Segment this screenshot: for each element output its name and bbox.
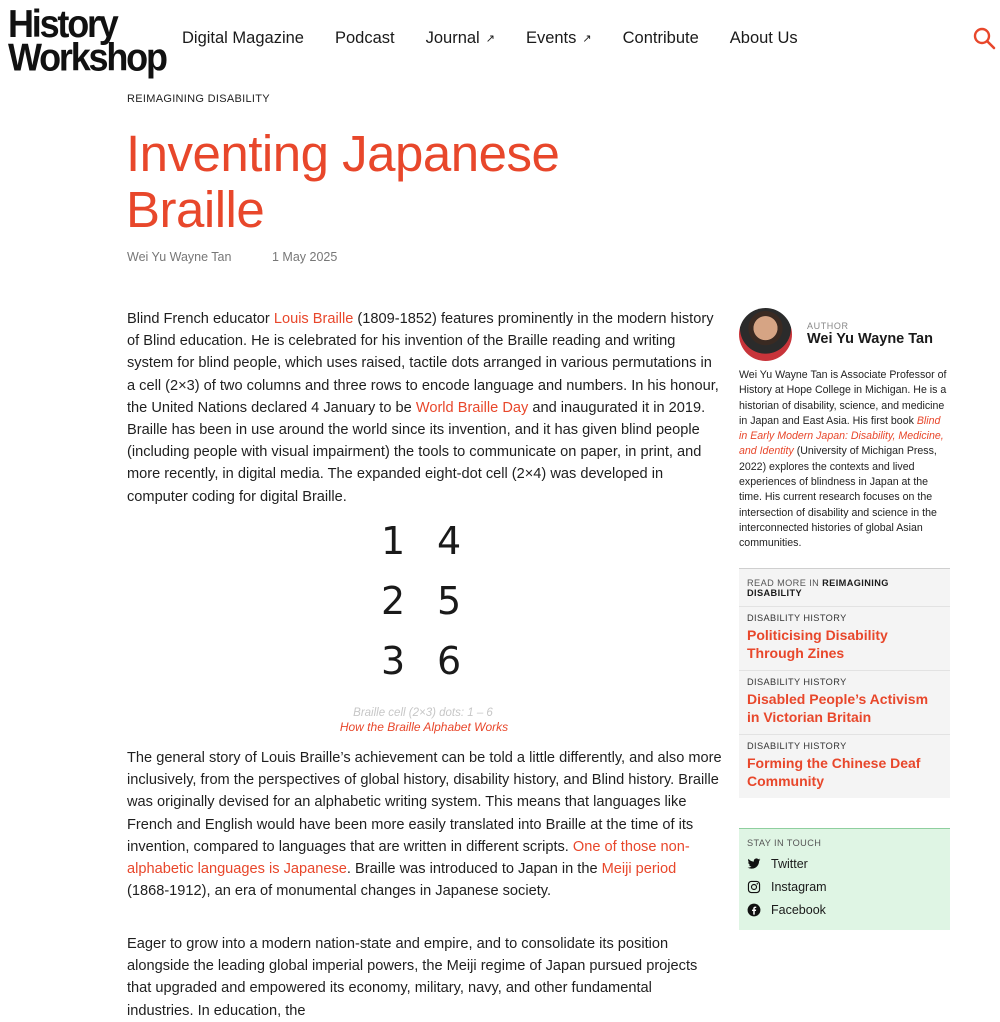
article-date: 1 May 2025 [272,250,338,264]
read-more-heading [739,569,950,606]
external-arrow-icon: ↗ [485,33,495,45]
braille-figure [340,516,510,696]
nav-item-podcast[interactable] [335,29,395,48]
link-book[interactable]: Blind in Early Modern Japan: Disability, Medicine, and Identity [739,414,944,458]
social-link-facebook[interactable] [739,900,950,919]
main-nav [182,29,829,48]
read-more-item[interactable] [739,606,950,670]
read-more-series[interactable]: REIMAGINING DISABILITY [747,578,889,598]
text: Wei Yu Wayne Tan is Associate Professor of History at Hope College in Michigan. He is a historian of disability, science, and medicine in Japan and East Asia. His first book [739,369,947,427]
logo-line-2: Workshop [8,34,166,80]
text: (1868-1912), an era of monumental changes in Japanese society. [127,883,552,900]
braille-dot-number: 6 [437,639,462,683]
read-more-title[interactable]: Disabled People’s Activism in Victorian Britain [747,691,929,725]
link-meiji-period[interactable]: Meiji period [601,861,677,878]
text: . Braille was introduced to Japan in the [346,861,602,878]
site-logo[interactable] [8,1,166,80]
social-link-twitter[interactable] [739,854,950,873]
text: (University of Michigan Press, 2022) explores the contexts and lived experiences of blindness in Japan at the time. His current research focuses on the intersection of disability and science in the interconnected histories of global Asian communities. [739,445,937,550]
read-more-item[interactable] [739,670,950,734]
nav-item-events[interactable] [526,29,592,48]
nav-label: Contribute [622,29,699,47]
nav-label: Digital Magazine [182,29,304,47]
social-link-instagram[interactable] [739,877,950,896]
article-author[interactable]: Wei Yu Wayne Tan [127,250,232,264]
read-more-panel [739,568,950,798]
instagram-icon [747,880,761,894]
text: and inaugurated it in 2019. Braille has been in use around the world since its invention, and it has given blind people (including people with visual impairment) the tools to communicate on paper, in print, and more recently, in digital media. The expanded eight-dot cell (2×4) was developed in computer coding for digital Braille. [127,399,706,505]
search-icon[interactable] [972,26,996,50]
braille-dot-number: 5 [437,579,462,623]
link-louis-braille[interactable]: Louis Braille [273,311,354,327]
link-world-braille-day[interactable]: World Braille Day [415,399,529,416]
author-avatar[interactable] [739,308,792,361]
logo-line-1: History [8,1,117,46]
read-more-title[interactable]: Forming the Chinese Deaf Community [747,755,921,789]
nav-label: Events [525,29,577,47]
read-more-category: DISABILITY HISTORY [747,677,847,687]
read-more-item[interactable] [739,734,950,798]
page-title: Inventing Japanese Braille [126,125,560,238]
figure-credit-link[interactable]: How the Braille Alphabet Works [339,720,509,734]
external-arrow-icon: ↗ [582,33,592,45]
read-more-category: DISABILITY HISTORY [747,613,847,623]
paragraph-1 [127,308,722,508]
link-non-alphabetic-languages[interactable]: One of those non-alphabetic languages is Japanese [127,838,690,878]
text: (1809-1852) features prominently in the modern history of Blind education. He is celebrated for his invention of the Braille reading and writing system for blind people, which uses raised, tactile dots arranged in various permutations in a cell (2×3) of two columns and three rows to encode language and numbers. In his honour, the United Nations declared 4 January to be [127,311,719,416]
braille-dot-number: 2 [381,579,406,623]
figure-caption: Braille cell (2×3) dots: 1 – 6 [353,707,493,719]
nav-item-journal[interactable] [426,29,495,48]
paragraph-2 [127,747,722,902]
facebook-icon [747,903,761,917]
social-label: Facebook [771,902,826,917]
author-label: AUTHOR [807,321,849,331]
braille-dot-number: 1 [381,519,406,563]
article-kicker[interactable]: REIMAGINING DISABILITY [127,93,270,105]
nav-label: About Us [729,29,798,47]
nav-item-digital-magazine[interactable] [182,29,304,48]
text: The general story of Louis Braille’s achievement can be told a little differently, and also more inclusively, from the perspectives of global history, disability history, and Blind history. Braille was originally devised for an alphabetic writing system. This means that languages like French and English would have been more easily translated into Braille at the time of its invention, compared to languages that are written in different scripts. [127,750,722,855]
author-name[interactable]: Wei Yu Wayne Tan [807,331,933,347]
stay-in-touch-heading: STAY IN TOUCH [747,838,822,848]
read-more-prefix: READ MORE IN [747,578,823,588]
twitter-icon [747,857,761,871]
stay-in-touch-panel [739,828,950,930]
braille-dot-number: 4 [437,519,462,563]
social-label: Twitter [771,856,808,871]
author-bio [739,368,951,552]
paragraph-3: Eager to grow into a modern nation-state and empire, and to consolidate its position alongside the leading global imperial powers, the Meiji regime of Japan pursued projects that upgraded and empowered its economy, military, navy, and other fundamental industries. In education, the [127,936,698,1019]
text: Blind French educator [127,311,274,327]
nav-item-contribute[interactable] [623,29,699,48]
nav-label: Journal [425,29,480,47]
braille-dot-number: 3 [381,639,406,683]
nav-item-about-us[interactable] [730,29,798,48]
read-more-title[interactable]: Politicising Disability Through Zines [747,627,888,661]
read-more-category: DISABILITY HISTORY [747,741,847,751]
social-label: Instagram [771,879,827,894]
nav-label: Podcast [334,29,395,47]
